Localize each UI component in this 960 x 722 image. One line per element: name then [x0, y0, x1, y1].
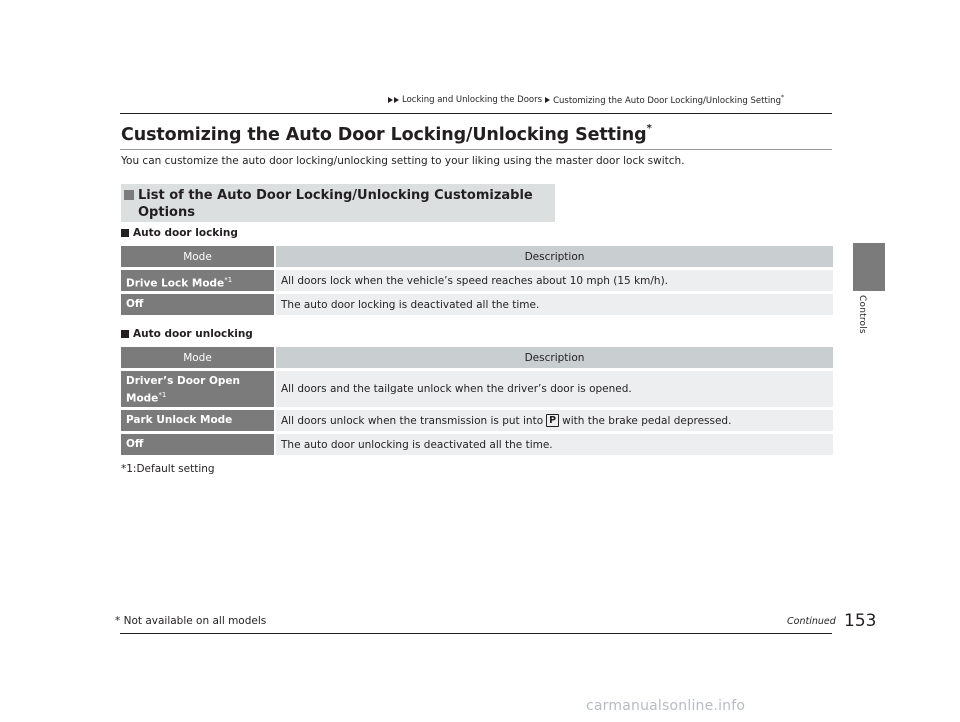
footer-rule: [120, 633, 832, 634]
table-row: [121, 294, 833, 315]
header-description: Description: [276, 246, 833, 267]
gear-position-p-icon: P: [546, 414, 559, 427]
header-mode: Mode: [121, 246, 274, 267]
square-bullet-icon: [121, 330, 129, 338]
callout-line-2: Options: [138, 205, 195, 220]
header-rule: [120, 113, 832, 114]
table-row: [121, 270, 833, 291]
title-rule: [120, 149, 832, 150]
unlocking-subheading: Auto door unlocking: [121, 328, 253, 340]
watermark: carmanualsonline.info: [586, 698, 746, 714]
callout-line-1: List of the Auto Door Locking/Unlocking Customizable: [138, 188, 533, 203]
breadcrumb-item-2[interactable]: Customizing the Auto Door Locking/Unlocking Setting*: [553, 94, 784, 106]
description-cell: All doors lock when the vehicle’s speed reaches about 10 mph (15 km/h).: [276, 270, 833, 291]
table-row: [121, 371, 833, 407]
section-tab-marker: [853, 243, 885, 291]
breadcrumb-item-1[interactable]: Locking and Unlocking the Doors: [402, 94, 543, 105]
description-cell: All doors unlock when the transmission is put into P with the brake pedal depressed.: [276, 410, 833, 431]
availability-note: * Not available on all models: [115, 615, 267, 627]
footnote: *1:Default setting: [121, 463, 215, 475]
header-mode: Mode: [121, 347, 274, 368]
description-cell: All doors and the tailgate unlock when the driver’s door is opened.: [276, 371, 833, 407]
square-bullet-icon: [121, 229, 129, 237]
intro-text: You can customize the auto door locking/unlocking setting to your liking using the master door lock switch.: [121, 155, 685, 167]
section-tab-label: Controls: [857, 295, 867, 334]
locking-subheading: Auto door locking: [121, 227, 238, 239]
mode-cell: Drive Lock Mode$^{*1}$: [121, 270, 274, 291]
mode-cell: Off: [121, 294, 274, 315]
locking-table: [121, 246, 833, 315]
breadcrumb-arrow-icon: [545, 97, 550, 103]
table-header: [121, 246, 833, 267]
table-header: [121, 347, 833, 368]
breadcrumb-arrow-icon: [388, 97, 399, 103]
breadcrumb: [388, 94, 784, 106]
continued-label: Continued: [787, 616, 836, 627]
table-row: [121, 434, 833, 455]
mode-cell: Park Unlock Mode: [121, 410, 274, 431]
description-cell: The auto door locking is deactivated all the time.: [276, 294, 833, 315]
square-bullet-icon: [124, 190, 134, 200]
table-row: [121, 410, 833, 431]
unlocking-table: [121, 347, 833, 455]
callout-heading: [121, 184, 555, 222]
page-number: 153: [844, 611, 877, 631]
mode-cell: Driver’s Door Open Mode$^{*1}$: [121, 371, 274, 407]
description-cell: The auto door unlocking is deactivated all the time.: [276, 434, 833, 455]
mode-cell: Off: [121, 434, 274, 455]
page-title: Customizing the Auto Door Locking/Unlocking Setting*: [121, 123, 652, 145]
header-description: Description: [276, 347, 833, 368]
